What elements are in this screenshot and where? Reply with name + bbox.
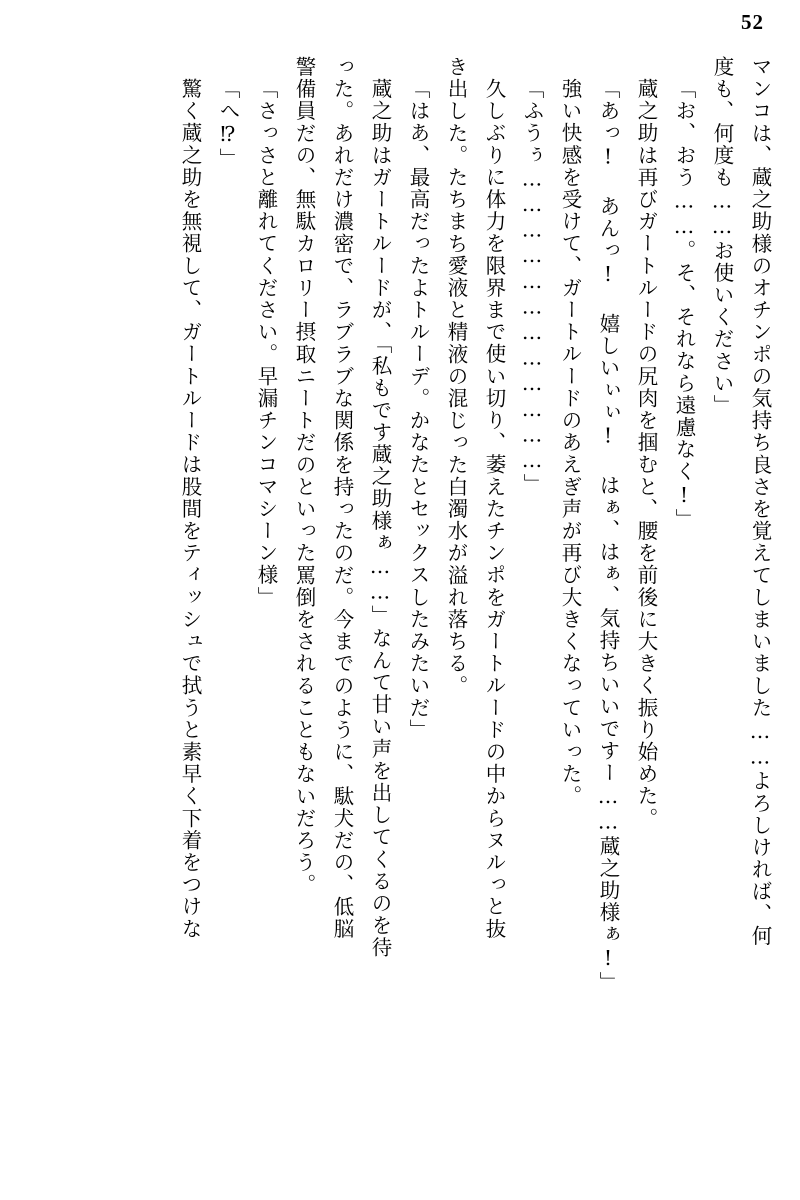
text-column: 久しぶりに体力を限界まで使い切り、萎えたチンポをガートルードの中からヌルっと抜: [482, 78, 506, 940]
text-column: 警備員だの、無駄カロリー摂取ニートだのといった罵倒をされることもないだろう。: [292, 56, 316, 896]
text-column: 「さっさと離れてください。早漏チンコマシーン様」: [254, 78, 278, 609]
text-column: 「はあ、最高だったよトルーデ。かなたとセックスしたみたいだ」: [406, 78, 430, 741]
text-column: 「へ⁉」: [216, 78, 240, 170]
text-column: き出した。たちまち愛液と精液の混じった白濁水が溢れ落ちる。: [444, 56, 468, 697]
text-column: った。あれだけ濃密で、ラブラブな関係を持ったのだ。今までのように、駄犬だの、低脳: [330, 56, 354, 940]
text-column: 「あっ! あんっ! 嬉しいぃぃ! はぁ、はぁ、気持ちいいですー……蔵之助様ぁ!」: [596, 78, 620, 994]
text-column: マンコは、蔵之助様のオチンポの気持ち良さを覚えてしまいました……よろしければ、何: [748, 56, 772, 947]
page-number: 52: [741, 10, 764, 34]
text-column: 強い快感を受けて、ガートルードのあえぎ声が再び大きくなっていった。: [558, 78, 582, 808]
text-column: 「お、おう……。そ、それなら遠慮なく!」: [672, 78, 696, 531]
vertical-text-body: [30, 56, 770, 1182]
text-column: 蔵之助は再びガートルードの尻肉を掴むと、腰を前後に大きく振り始めた。: [634, 78, 658, 830]
text-column: 度も、何度も……お使いください」: [710, 56, 734, 417]
text-column: 驚く蔵之助を無視して、ガートルードは股間をティッシュで拭うと素早く下着をつけな: [178, 78, 202, 940]
text-column: 「ふうぅ………………………………」: [520, 78, 544, 496]
text-column: 蔵之助はガートルードが、「私もです蔵之助様ぁ……」なんて甘い声を出してくるのを待: [368, 78, 392, 959]
